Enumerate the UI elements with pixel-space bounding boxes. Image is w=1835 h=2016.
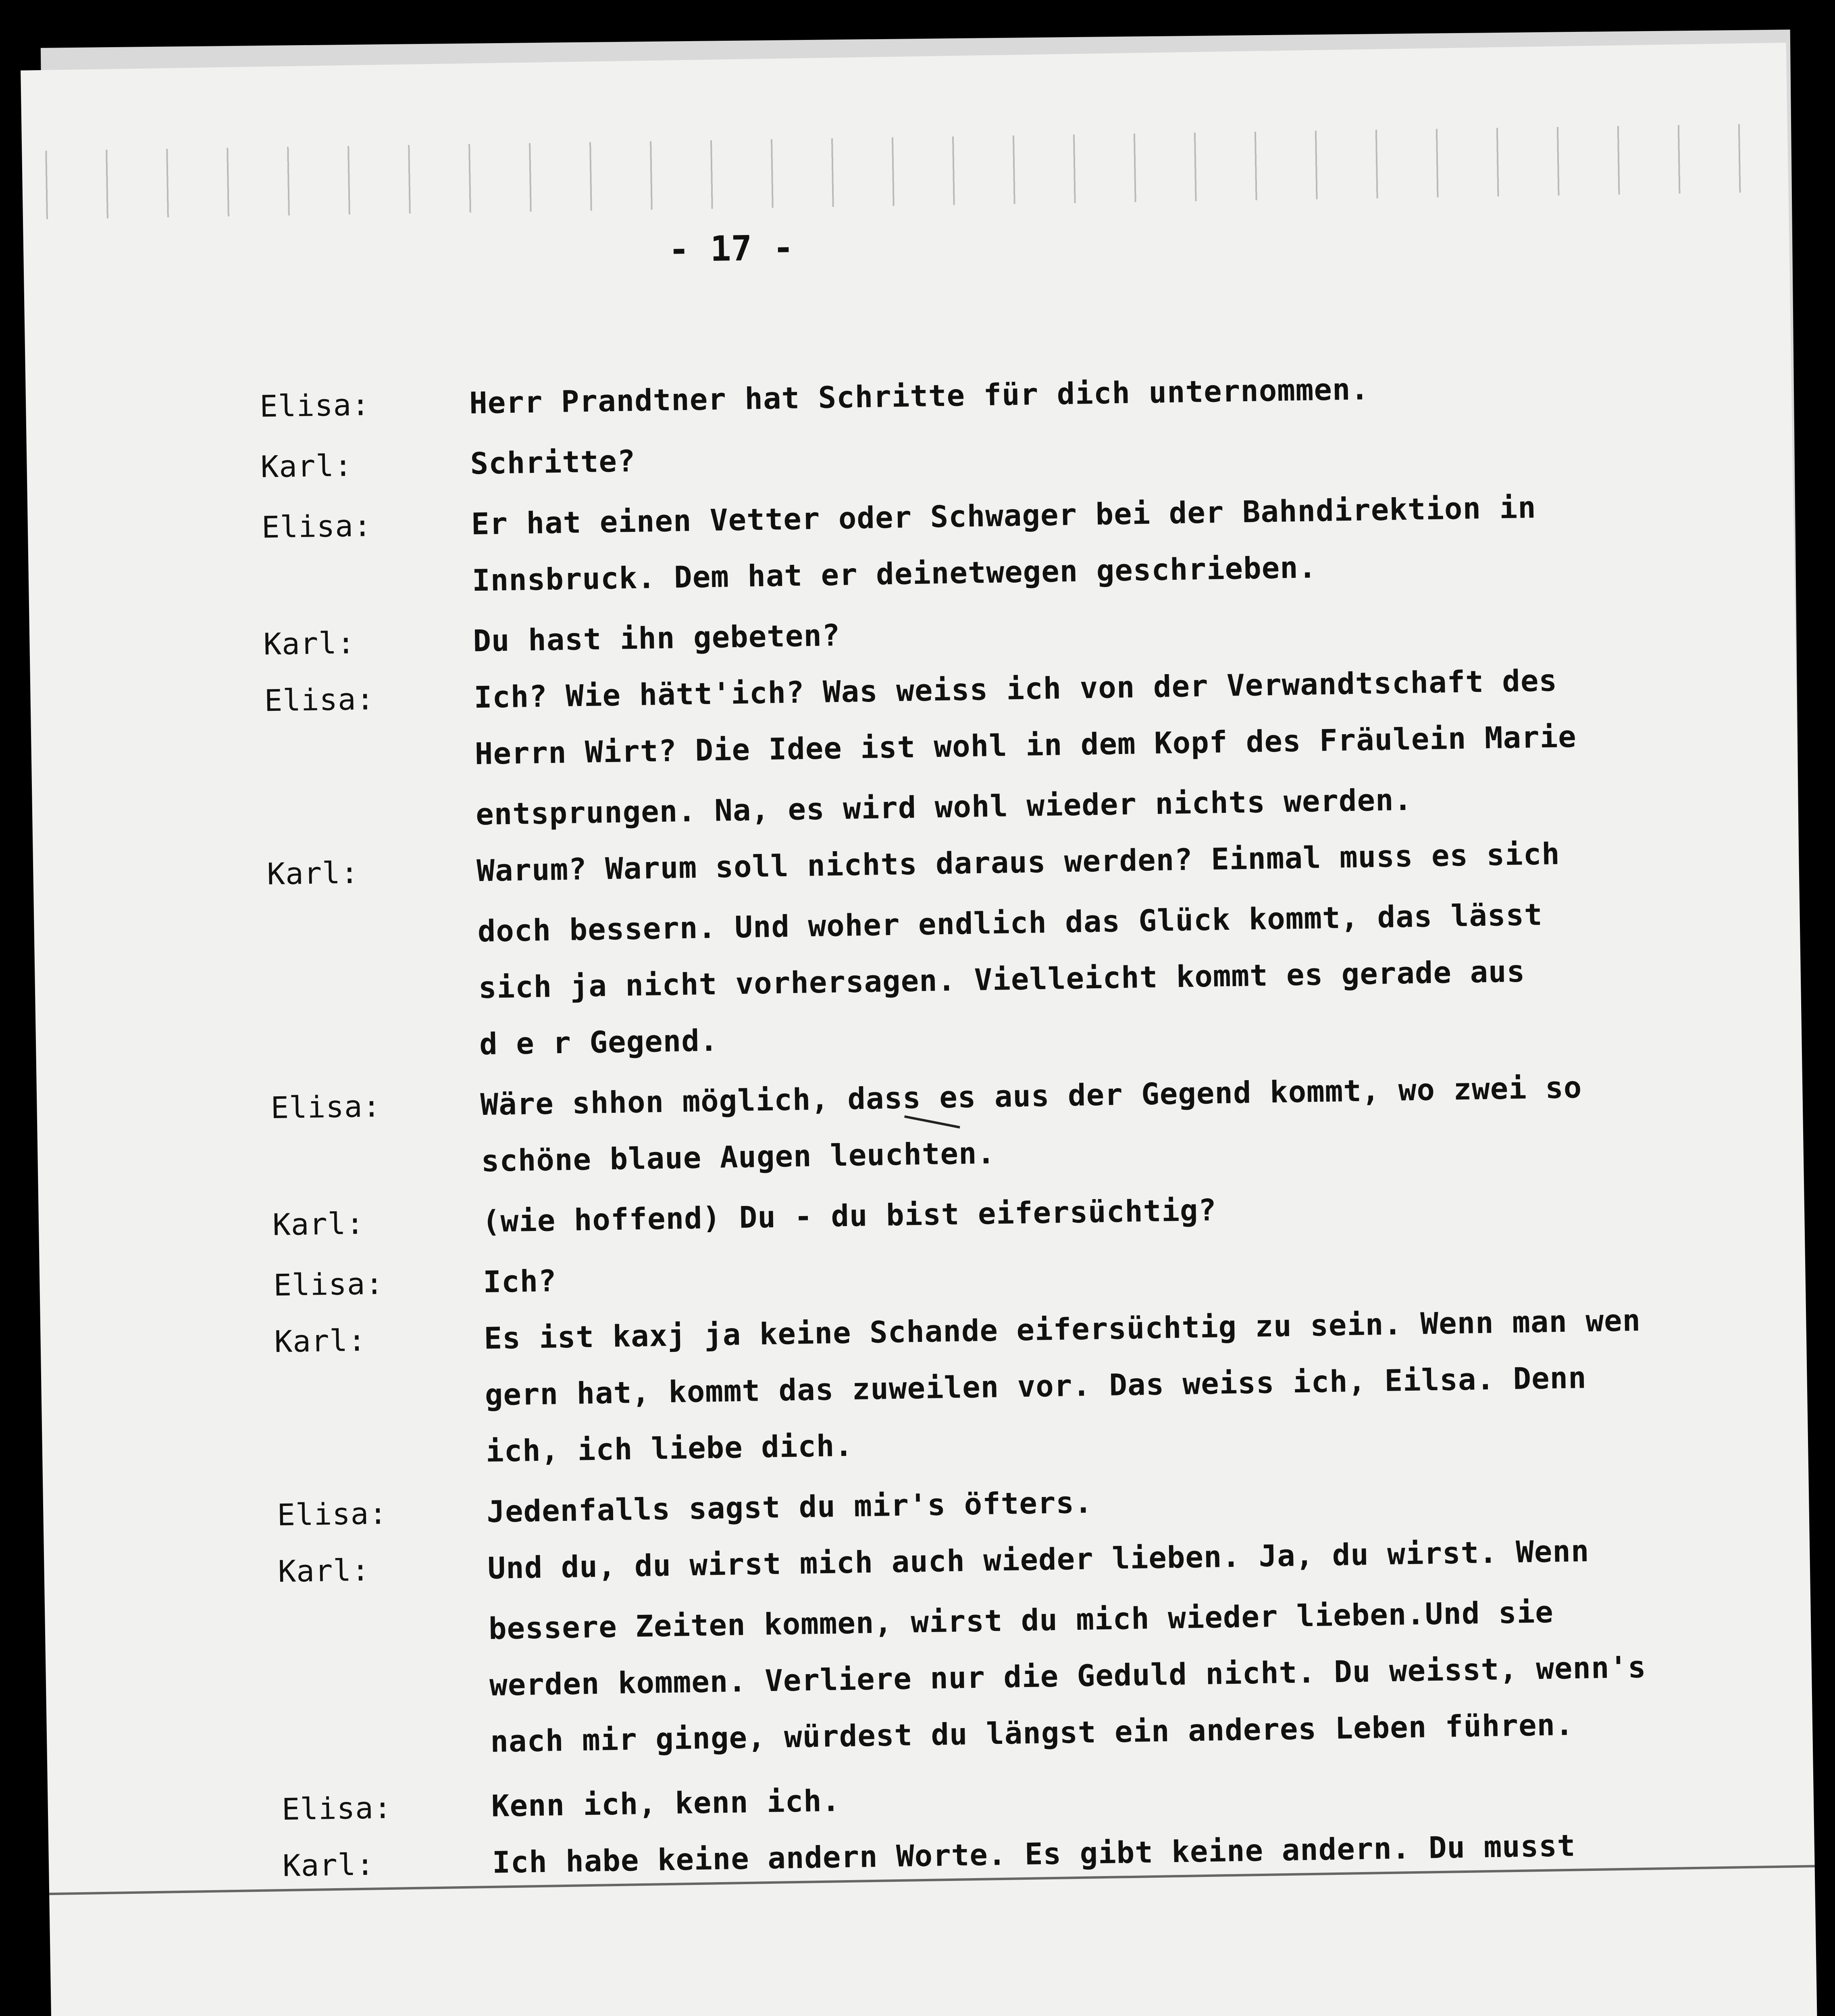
dialogue-line: d e r Gegend. bbox=[479, 1023, 718, 1062]
speaker-label: Karl: bbox=[278, 1553, 370, 1589]
speaker-label: Karl: bbox=[260, 448, 353, 485]
speaker-label: Karl: bbox=[263, 625, 356, 662]
speaker-label: Karl: bbox=[266, 855, 359, 892]
typewritten-page bbox=[21, 43, 1819, 2016]
dialogue-line: Ich? Wie hätt'ich? Was weiss ich von der Verwandtschaft des bbox=[474, 663, 1558, 715]
dialogue-line: gern hat, kommt das zuweilen vor. Das weiss ich, Eilsa. Denn bbox=[485, 1360, 1587, 1413]
dialogue-line: Ich? bbox=[483, 1264, 557, 1300]
speaker-label: Karl: bbox=[274, 1323, 367, 1360]
dialogue-line: Du hast ihn gebeten? bbox=[472, 618, 841, 659]
dialogue-line: Es ist kaxj ja keine Schande eifersüchtig zu sein. Wenn man wen bbox=[483, 1303, 1641, 1356]
dialogue-line: sich ja nicht vorhersagen. Vielleicht kommt es gerade aus bbox=[478, 954, 1525, 1006]
dialogue-line: doch bessern. Und woher endlich das Glück kommt, das lässt bbox=[477, 897, 1543, 949]
speaker-label: Karl: bbox=[282, 1847, 375, 1884]
dialogue-line: (wie hoffend) Du - du bist eifersüchtig? bbox=[482, 1193, 1217, 1239]
dialogue-line: schöne blaue Augen leuchten. bbox=[481, 1136, 996, 1179]
speaker-label: Karl: bbox=[272, 1206, 365, 1243]
speaker-label: Elisa: bbox=[273, 1266, 384, 1303]
dialogue-line: Er hat einen Vetter oder Schwager bei der Bahndirektion in bbox=[471, 490, 1537, 542]
dialogue-line: Warum? Warum soll nichts daraus werden? Einmal muss es sich bbox=[476, 836, 1560, 889]
dialogue-line: bessere Zeiten kommen, wirst du mich wieder lieben.Und sie bbox=[488, 1595, 1554, 1646]
dialogue-line: Herr Prandtner hat Schritte für dich unternommen. bbox=[469, 372, 1369, 421]
dialogue-line: entsprungen. Na, es wird wohl wieder nichts werden. bbox=[475, 782, 1413, 832]
dialogue-line: Kenn ich, kenn ich. bbox=[491, 1783, 841, 1824]
speaker-label: Elisa: bbox=[270, 1089, 381, 1126]
dialogue-line: Innsbruck. Dem hat er deinetwegen geschrieben. bbox=[472, 550, 1317, 598]
dialogue-line: Jedenfalls sagst du mir's öfters. bbox=[486, 1485, 1093, 1529]
speaker-label: Elisa: bbox=[277, 1496, 388, 1533]
speaker-label: Elisa: bbox=[259, 387, 370, 424]
torn-top-edge bbox=[22, 123, 1788, 220]
dialogue-line: werden kommen. Verliere nur die Geduld nicht. Du weisst, wenn's bbox=[489, 1649, 1647, 1703]
dialogue-line: Ich habe keine andern Worte. Es gibt keine andern. Du musst bbox=[492, 1828, 1576, 1880]
page-number: - 17 - bbox=[668, 227, 794, 270]
dialogue-line: Und du, du wirst mich auch wieder lieben. Ja, du wirst. Wenn bbox=[487, 1534, 1590, 1586]
speaker-label: Elisa: bbox=[261, 508, 372, 545]
pen-mark bbox=[904, 1115, 960, 1129]
dialogue-line: nach mir ginge, würdest du längst ein anderes Leben führen. bbox=[490, 1707, 1574, 1759]
speaker-label: Elisa: bbox=[264, 682, 375, 719]
dialogue-line: ich, ich liebe dich. bbox=[485, 1428, 853, 1469]
dialogue-line: Schritte? bbox=[470, 444, 636, 481]
dialogue-line: Herrn Wirt? Die Idee ist wohl in dem Kopf des Fräulein Marie bbox=[474, 719, 1577, 772]
dialogue-line: Wäre shhon möglich, dass es aus der Gegend kommt, wo zwei so bbox=[480, 1070, 1583, 1123]
speaker-label: Elisa: bbox=[281, 1790, 392, 1827]
